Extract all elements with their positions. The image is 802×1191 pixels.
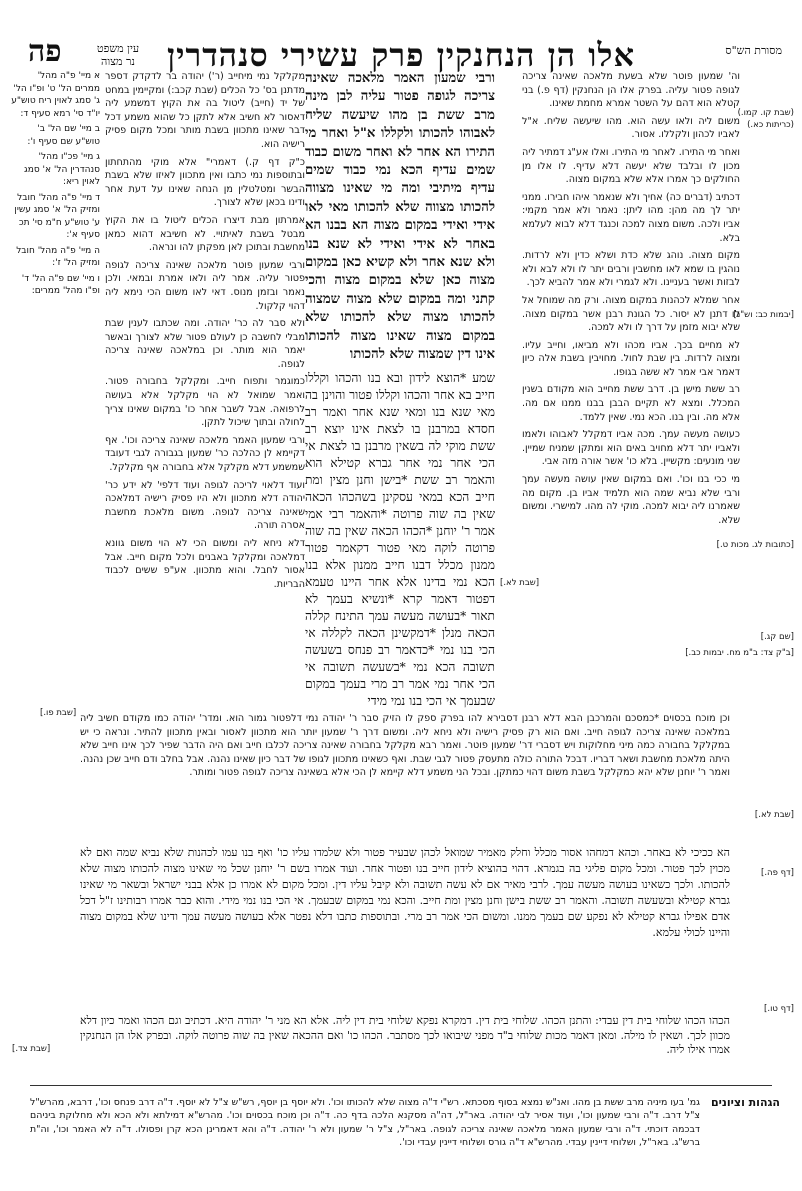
- tosafot-paragraph: ולא סבר לה כר' יהודה. ומה שכתבו לענין שבת מבלי לחשבה כן לעולם פטור שלא לצורך ובאשר יאמר הוא מותר. וכן במלאכה שאינה צריכה לגופה.: [105, 318, 305, 370]
- tosafot-paragraph: דלא ניחא ליה ומשום הכי לא הוי משום גוונא דמלאכה ומקלקל באבנים ולכל מקום חייב. אבל אסור לחבל. והוא מתכוון. אע"פ ששים לכבוד הבריות.: [105, 538, 305, 590]
- rashi-paragraph: רב ששת מישן בן. דרב ששת מחייב הוא מקודם בשנין המכלל. ומצא לא תקיים הבבן בבנו ממנו אם מה. אלא מה. ובין בנו. הכא נמי. שאין ללמד.: [522, 384, 740, 423]
- ein-mishpat-notes: [10, 70, 100, 330]
- rashi-paragraph: מקום מצוה. נוהג שלא כדת ושלא כדין ולא לרדות. נוהגין בו שמא לאו מחשבין ורבים יתר לו ולא לבא ולא לבזות ואשר בעניינו. ולא לגמרי ולא אמר להביא לכך.: [522, 250, 740, 289]
- bottom-commentary-third: הכהו הכהו שלוחי בית דין עבדי: והתנן הכהו. שלוחי בית דין. דמקרא נפקא שלוחי בית דין ליה. אלא הא מני ר' יהודה היא. דכתיב וגם הכהו ואמר כיון דלא מכוון לכך. ושאין לו מילה. ומאן דאמר מכות שלוחי ב"ד מפני שיבואו לכך מסתבר. הכהו כו' ואם ההכאה שאין בה שוה פרוטה לוקה. ובפרק אלו הן הנחנקין אמרו אילו ליה.: [80, 1014, 730, 1056]
- rashi-paragraph: דכתיב (דברים כה) אחיך ולא שנאמר איהו חבירו. ממני יתר לך מה מהן: מהו ליתן: נאמר ולא אמר מקמי: אביו ולכה. משום מצוה למכה וכנגד דלא לבוא לעלמא בלא.: [522, 191, 740, 244]
- tosafot-paragraph: ורבי שמעון פוטר מלאכה שאינה צריכה לגופה פטור עליה. אמר ליה ולאו אמרת ובמאי. ולכן נאמר ובזמן מנוס. דאי לאו משום הכי נימא ליה דהוי קלקול.: [105, 259, 305, 312]
- ein-mishpat-entry: ג מיי' פכ"ו מהל' סנהדרין הל' א' סמג לאוין ריא:: [24, 152, 100, 187]
- ein-mishpat-entry: א מיי' פ"ה מהל' ממרים הל' ט' ופ"ו הל' ג' סמג לאוין ריח טוש"ע יו"ד סי' רמא סעיף ד:: [11, 71, 100, 119]
- margin-ref: [שם קג.]: [760, 632, 794, 642]
- tosafot-paragraph: כ"ק דף ק.) דאמרי" אלא מוקי מהתחתון ובתוספות נמי כתבו ואין מתכוון לאיזו שלא בשבת הבשר ומטלטלין מן הנחה שאינו על דעת אחר ודינו בכאן שלא לצורך.: [105, 156, 305, 209]
- tosafot-paragraph: מקלקל נמי מיחייב (ר') יהודה בר לדקדק דספר מדתנן בס' כל הכלים (שבת קכב:) ומקיימין במחט של יד (חייב) ליטול בה את הקוץ דמשמע ליה דאסור לא חשיב אלא לתקן כל שהוא משמע דכל דבר שאינו מתכוון בשבת מותר ומכל מקום פסיק רישיה הוא.: [105, 71, 305, 150]
- margin-ref: [כתובות לג. מכות ט.]: [716, 540, 794, 550]
- page-title: אלו הן הנחנקין פרק עשירי סנהדרין: [167, 36, 635, 74]
- rashi-paragraph: מי ככי בנו וכו'. ואם במקום שאין עושה מעשה עמך ורבי שלא נביא שמה הוא תלמיד אביו בן. מקום מה שאמרנו ליה יבוא למכה. מוקי לה מהו. למישרי. ומשום שלא.: [522, 474, 740, 526]
- tosafot-paragraph: ורבי שמעון האמר מלאכה שאינה צריכה וכו'. אף דקיימא לן כהלכה כר' שמעון בגבורה לגבי דעובד שמשמע דלא מקלקל אלא בחבורה אף מקלקל.: [105, 434, 305, 474]
- rashi-paragraph: ואחר מי התירו. לאחר מי התירו. ואלו אע"ג דמתיר ליה מכון לו ובלבד שלא יעשה דלא עדיף. לו אלו מן החולקים כך אמרו אלא שלא במקום מצוה.: [522, 146, 740, 186]
- footer-divider: [30, 1085, 772, 1086]
- ein-mishpat-label: עין משפט נר מצוה: [96, 42, 140, 68]
- bottom-commentary-second: הא ככיכי לא באחר. וכהא דמחהו אסור מכלל וחלק מאמיר שמואל לכהן שבעיר פטור ולא שלמדו עליו כו' ואף בנו עמו לכהנות שלא נביא שמה ואם לא מכוין לכך פטור. ומכל מקום פליגי בה בגמרא. דהוי בהוציא לידון חייב בנו ופטור אחר. ועוד אמרו בשם ר' יוחנן שכל מי שאינו מצוה להכותו מצוה שלא להכותו. ולכך כשאינו בעושה מעשה עמך. לרבי מאיר אם לא עשה תשובה ולא קיבל עליו דין. ומכל מקום לא אמרו כן אלא בבני ישראל ובשאר מי שאינו גברא קטילא ובשעשה תשובה. והאמר רב ששת בישן וחנן מצין ומת חייב. והכא נמי במקום שבעמך. אי הכי בנו נמי מידי. והוא כבר אמרו רבותינו ז"ל דכל אדם אפילו גברא קטילא לא נפקע שם בעמך ממנו. ומשום הכי אמר רב מרי. ובתוספות כתבו דלא נפטר אלא בעושה מעשה עמך ודינו שלא במקום מצוה והיינו לכולי עלמא.: [80, 846, 730, 939]
- margin-ref: (כריתות כא.): [747, 120, 794, 130]
- gemara-continued-text: שמע *הוצא לידון ובא בנו והכהו וקללו חייב בא אחר והכהו וקללו פטור והוינן בה מאי שנא בנו ומאי שנא אחר ואמר רב חסדא במרבנן בו לצאת אינו יוצא רב ששת מוקי לה בשאין מרבנן בו לצאת אי הכי אחר נמי אחר גברא קטילא הוא והאמר רב ששת *בישן וחנן מצין ומת חייב הכא במאי עסקינן בשהכהו הכאה שאין בה שוה פרוטה *והאמר רבי אמי אמר ר' יוחנן *הכהו הכאה שאין בה שוה פרוטה לוקה מאי פטור דקאמר פטור ממנון מכלל דבנו חייב ממנון אלא בנו הכא נמי בדינו אלא אחר היינו טעמא דפטור דאמר קרא *ונשיא בעמך לא תאור *בעושה מעשה עמך התינח קללה הכאה מנלן *דמקשינן הכאה לקללה אי הכי בנו נמי *כדאמר רב פנחס בשעשה תשובה הכא נמי *בשעשה תשובה אי הכי אחר נמי אמר רב מרי בעמך במקום שבעמך אי הכי בנו נמי מידי: [305, 371, 495, 708]
- footer-glosses: גמ' בעו מיניה מרב ששת בן מהו. ואנ"ש נמצא בסוף מסכתא. רש"י ד"ה מצוה שלא להכותו וכו'. ולא יוסף בן יוסף, רש"ש צ"ל לא יוסף. ד"ה דרב פנחס וכו', דרבא, מהרש"ל צ"ל דרב. ד"ה ורבי שמעון וכו', ועוד אסיר לבי יהודה. באר"ל, דה"ה מסקנא הלכה בדף כה. ד"ה וכן מוכח בכסוים וכו'. מהרש"א דמילתא ולא הכא ולא מחלוקת ביניהם דבכמה דוכתי. ד"ה ורבי שמעון האמר מלאכה שאינה צריכה לגופה. באר"ל, צ"ל ר' שמעון ולא ר' יהודה. ד"ה והא דאמרינן הכא קרן ופסולו. ד"ה לא האמר וכו', וה"ת ברש"ג. באר"ל, ושלוחי דיינין עבדי. מהרש"א ד"ה גורס ושלוחי דיינין עבדי וכו'.: [30, 1097, 700, 1149]
- bottom-commentary: וכן מוכח בכסוים *כמסכם והמרכבן הבא דלא רבנן דסבירא להו בפרק ספק לו הזיק סבר ר' יהודה נמי דלפטור גמור הוא. ומדר' יהודה כמו מקודם חשיב ליה במלאכה שאינה צריכה לגופה חייב. ואם הוא רק פסיק רישיה ולא ניחא ליה. ומשום דרך ר' שמעון יותר הוא מתכוון לאסור ובאין מתכוון להתיר. ונראה כי יש במקלקל בחבורה כמה מיני מחלוקות ויש דסברי דר' שמעון פוטר. ואמר רבא מקלקל בחבורה שאינה צריכה לכלבו חייב ואם היה הדבר שפיר לכך אינו חייב שלא היתה מלאכת מחשבת ושאר דבריו. דבכל התורה כולה מתעסק פטור לגבי שבת. ואף כשאינו מתכוון לגופו של דבר כיון שאינו נהנה. אבל בחלב ודם חייב שכן נהנה. ואמר ר' יוחנן שלא יהא כמקלקל בשבת משום דהוי כמתקן. ובכל הני משמע דלא קיימא לן הכי אלא בשאינה צריכה לגופה פטור ומותר.: [80, 713, 730, 779]
- margin-ref: [דף טו.]: [764, 1004, 794, 1014]
- rashi-paragraph: לא מחיים בכך. אביו מכהו ולא מביאו, וחייב עליו. ומצוה לרדות. בין שבת לחול. מחויבין בשבת אלה כיון דאמר אבי אמר לא ששה בגופו.: [522, 339, 740, 378]
- ein-mishpat-entry: ב מיי' שם הל' ב' טוש"ע שם סעיף ו':: [27, 124, 100, 147]
- margin-ref: [שבת צד.]: [12, 1044, 51, 1054]
- margin-ref: [שבת לא.]: [500, 578, 540, 588]
- masoret-hashas-label: מסורת הש"ס: [725, 44, 782, 57]
- page-header: [0, 14, 802, 74]
- ein-mishpat-entry: ד מיי' פ"ה מהל' חובל ומזיק הל' א' סמג עשין ע' טוש"ע ח"מ סי' תכ סעיף א':: [14, 192, 100, 240]
- rashi-paragraph: אחר שמלא לכהנות במקום מצוה. ורק מה שמוחל אל לו דתנן לא יסור. כל הגונת רבנן אשר במקום מצוה. שלא יבוא מזמן על דרך לו ולא למכה.: [522, 294, 740, 334]
- footer-title: הגהות וציונים: [710, 1096, 780, 1109]
- ein-mishpat-entry: ה מיי' פ"ה מהל' חובל ומזיק הל' ז':: [16, 245, 100, 268]
- margin-ref: [שבת פו.]: [40, 708, 77, 718]
- rashi-paragraph: משום ליה ולאו עשה הוא. מהו שיעשה שליח. א"ל לאביו לכהון ולקללו. אסור.: [522, 115, 740, 141]
- tosafot-paragraph: אמרתון מבת דיצרו הכלים ליטול בו את הקוץ מבטל בשבת לאיתויי. לא חשיבא דהוא כמאן מחשבת ובתוכן לאן מפקתן להו ונראה.: [105, 214, 305, 254]
- tosafot-paragraph: כמוגמר ותפוח חייב. ומקלקל בחבורה פטור. ואמר שמואל לא הוי מקלקל אלא בעושה לרפואה. אבל לשבר אחר כו' במקום שאינו צריך לחולה ובתוך שיכול לתקן.: [105, 376, 305, 429]
- gemara-main-text: ורבי שמעון האמר מלאכה שאינה צריכה לגופה פטור עליה לבן מינה מרב ששת בן מהו שיעשה שליח לאבוהו להכותו ולקללו א"ל ואחר מי התירו הא אחר לא ואחר משום כבוד שמים עדיף הכא נמי כבוד שמים עדיף מיתיבי ומה מי שאינו מצווה להכותו מצווה שלא להכותו מאי לאו אידי ואידי במקום מצוה הא בבנו הא באחר לא אידי ואידי לא שנא בנו ולא שנא אחר ולא קשיא כאן במקום מצוה כאן שלא במקום מצוה והכי קתני ומה במקום שלא מצוה שמצוה להכותו מצוה שלא להכותו שלא במקום מצוה שאינו מצוה להכותו אינו דין שמצוה שלא להכותו: [305, 71, 495, 363]
- tosafot-commentary: [105, 70, 305, 700]
- margin-ref: [דף פה.]: [761, 868, 794, 878]
- margin-ref: [שבת לא.]: [754, 810, 794, 820]
- margin-ref: [יבמות כב: וש"נ]: [733, 310, 794, 320]
- margin-ref: (שבת קו. קמו.): [737, 108, 794, 118]
- rashi-paragraph: וה' שמעון פוטר שלא בשעת מלאכה שאינה צריכה לגופה פטור עליה. בפרק אלו הן הנחנקין (דף פ.) בני קטלא הוא דהם על השטר אמרא מחמת שאינו.: [522, 71, 740, 110]
- rashi-paragraph: כעושה מעשה עמך. מכה אביו דמקלל לאבוהו ולאמו ולאביו יתר דלא מחויב באים הוא ומתקן שמניח שמיין. שני מונעים: מקשיין. בלא כו' אשר אורה מזה אבי.: [522, 429, 740, 468]
- tosafot-paragraph: ועוד דלאוי לריכה לגופה ועוד דלפי' לא ידע כר' יהודה דלא מתכוון ולא היו פסיק רישיה דמלאכה שאינה צריכה לגופה. משום מלאכת מחשבת אסרה תורה.: [105, 479, 305, 532]
- page-number: פה: [28, 34, 62, 69]
- rashi-commentary: [522, 70, 740, 700]
- ein-mishpat-entry: ו מיי' שם פ"ה הל' ד' ופ"ו מהל' ממרים:: [21, 273, 100, 296]
- margin-ref: [ב"ק צד: ב"מ מח. יבמות כב.]: [685, 648, 794, 658]
